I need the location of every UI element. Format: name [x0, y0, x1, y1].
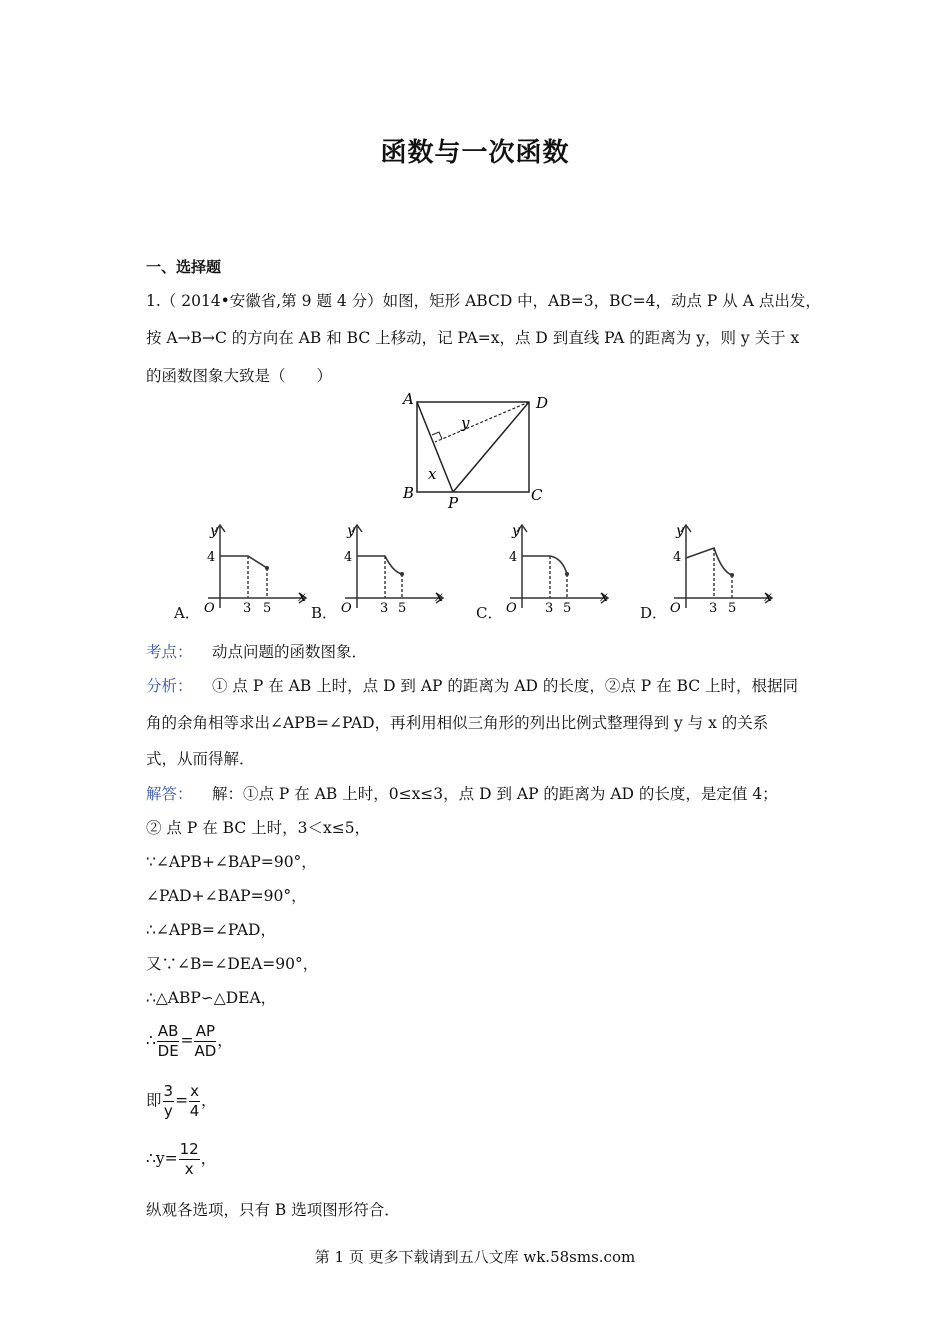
- kaodian-text: 动点问题的函数图象．: [212, 643, 368, 661]
- option-a-label: A．: [174, 604, 200, 622]
- page-footer: 第 1 页 更多下载请到五八文库 wk.58sms.com: [314, 1248, 636, 1266]
- option-c-graph: [500, 520, 615, 620]
- eq3-prefix: ∴y=: [146, 1149, 178, 1168]
- option-c[interactable]: [474, 520, 624, 620]
- option-d-graph: [664, 520, 779, 620]
- equation-1: [146, 1022, 233, 1061]
- label-b: B: [403, 484, 415, 502]
- eq1-suffix: ，: [217, 1031, 233, 1050]
- question-line-3: 的函数图象大致是（ ）: [146, 367, 333, 385]
- jieda-label: 解答：: [146, 785, 193, 803]
- numerator: AB: [157, 1022, 179, 1040]
- option-d-label: D．: [640, 604, 668, 622]
- page-title: 函数与一次函数: [380, 138, 570, 168]
- fraction-3-y: [163, 1082, 175, 1121]
- label-c: C: [531, 486, 543, 504]
- question-line-1: 1.（ 2014•安徽省,第 9 题 4 分）如图，矩形 ABCD 中，AB=3，BC=4，动点 P 从 A 点出发，: [146, 292, 821, 310]
- x-tick-3: 3: [243, 601, 252, 616]
- section-heading: 一、选择题: [146, 258, 222, 276]
- y-axis-label: y: [676, 523, 684, 539]
- x-tick-3: 3: [709, 601, 718, 616]
- right-angle-mark: [432, 432, 442, 439]
- option-b-graph: [335, 520, 450, 620]
- denominator: y: [163, 1102, 173, 1120]
- numerator: AP: [195, 1022, 215, 1040]
- jieda-line-6: 又∵∠B=∠DEA=90°，: [146, 955, 319, 973]
- jieda-line-7: ∴△ABP∽△DEA，: [146, 989, 277, 1007]
- equals: =: [175, 1091, 189, 1110]
- fenxi-line-2: 角的余角相等求出∠APB=∠PAD，再利用相似三角形的列出比例式整理得到 y 与 x 的关系: [146, 714, 769, 732]
- fraction-ab-de: [157, 1022, 180, 1061]
- equation-3: [146, 1140, 216, 1179]
- jieda-line-5: ∴∠APB=∠PAD，: [146, 921, 276, 939]
- numerator: 12: [179, 1140, 199, 1158]
- x-tick-3: 3: [545, 601, 554, 616]
- jieda-row-1: [146, 782, 778, 804]
- eq2-prefix: 即: [146, 1091, 162, 1110]
- option-b-label: B．: [311, 604, 338, 622]
- x-axis-label: x: [600, 589, 608, 605]
- denominator: x: [184, 1160, 194, 1178]
- option-c-label: C．: [476, 604, 503, 622]
- y-axis-label: y: [512, 523, 520, 539]
- denominator: AD: [194, 1042, 217, 1060]
- origin-label: O: [670, 601, 681, 616]
- label-p: P: [448, 494, 459, 512]
- jieda-line-1: 解：①点 P 在 AB 上时，0≤x≤3，点 D 到 AP 的距离为 AD 的长度，是定值 4；: [212, 785, 778, 803]
- fenxi-line-1: ① 点 P 在 AB 上时，点 D 到 AP 的距离为 AD 的长度，②点 P 在 BC 上时，根据同: [212, 677, 799, 695]
- perpendicular-de: [435, 402, 529, 442]
- numerator: 3: [163, 1082, 174, 1100]
- denominator: DE: [157, 1042, 179, 1060]
- fraction-ap-ad: [194, 1022, 216, 1061]
- graph-curve: [357, 556, 402, 574]
- x-tick-5: 5: [563, 601, 572, 616]
- fenxi-line-3: 式，从而得解．: [146, 750, 255, 768]
- label-d: D: [536, 394, 549, 412]
- eq2-suffix: ，: [200, 1091, 217, 1110]
- label-x: x: [428, 465, 437, 483]
- origin-label: O: [506, 601, 517, 616]
- equals: =: [180, 1031, 194, 1050]
- origin-label: O: [204, 601, 215, 616]
- y-axis-label: y: [347, 523, 355, 539]
- x-axis-label: x: [298, 589, 306, 605]
- eq3-suffix: ，: [200, 1149, 217, 1168]
- graph-curve: [686, 548, 732, 575]
- jieda-line-4: ∠PAD+∠BAP=90°，: [146, 887, 307, 905]
- fraction-x-4: [189, 1082, 200, 1121]
- fenxi-label: 分析：: [146, 677, 193, 695]
- numerator: x: [190, 1082, 199, 1100]
- kaodian-row: [146, 640, 367, 662]
- denominator: 4: [189, 1102, 200, 1120]
- equation-2: [146, 1082, 216, 1121]
- y-axis-label: y: [210, 523, 218, 539]
- label-a: A: [403, 390, 414, 408]
- x-tick-5: 5: [728, 601, 737, 616]
- kaodian-label: 考点：: [146, 643, 193, 661]
- option-d[interactable]: [638, 520, 788, 620]
- jieda-line-3: ∵∠APB+∠BAP=90°，: [146, 853, 317, 871]
- x-axis-label: x: [764, 589, 772, 605]
- option-a[interactable]: [172, 520, 322, 620]
- graph-curve: [522, 556, 567, 574]
- x-axis-label: x: [435, 589, 443, 605]
- jieda-line-2: ② 点 P 在 BC 上时，3＜x≤5，: [146, 819, 371, 837]
- conclusion: 纵观各选项，只有 B 选项图形符合．: [146, 1201, 400, 1219]
- question-line-2: 按 A→B→C 的方向在 AB 和 BC 上移动，记 PA=x，点 D 到直线 PA 的距离为 y，则 y 关于 x: [146, 329, 800, 347]
- option-b[interactable]: [309, 520, 459, 620]
- graph-curve: [220, 556, 267, 568]
- y-tick-4: 4: [673, 550, 682, 565]
- label-y: y: [461, 414, 470, 432]
- origin-label: O: [341, 601, 352, 616]
- eq1-prefix: ∴: [146, 1031, 156, 1050]
- option-a-graph: [198, 520, 313, 620]
- rectangle-figure: [395, 388, 560, 513]
- x-tick-5: 5: [263, 601, 272, 616]
- fenxi-row-1: [146, 674, 798, 696]
- y-tick-4: 4: [207, 550, 216, 565]
- fraction-12-x: [179, 1140, 200, 1179]
- x-tick-3: 3: [380, 601, 389, 616]
- y-tick-4: 4: [509, 550, 518, 565]
- y-tick-4: 4: [344, 550, 353, 565]
- x-tick-5: 5: [398, 601, 407, 616]
